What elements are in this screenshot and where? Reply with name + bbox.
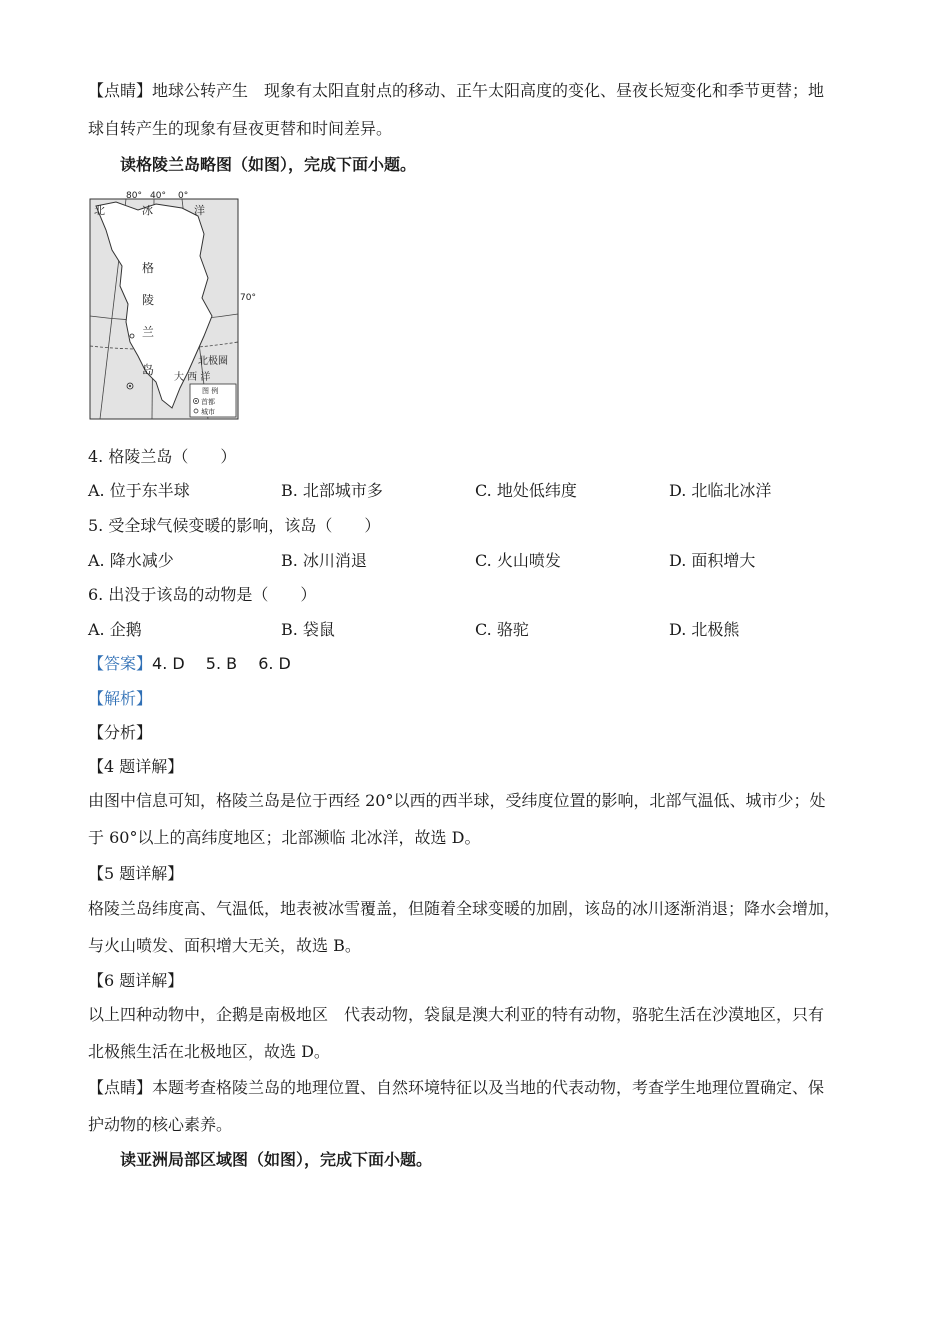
greenland-map: [86, 186, 256, 422]
fenxi-label: 【分析】: [88, 723, 153, 742]
q5-option-d: D. 面积增大: [669, 551, 756, 570]
detail6-line1: 以上四种动物中，企鹅是南极地区 代表动物，袋鼠是澳大利亚的特有动物，骆驼生活在沙漠地区，只有: [88, 1005, 825, 1024]
island-char1: 格: [142, 261, 155, 275]
detail6-line2: 北极熊生活在北极地区，故选 D。: [88, 1042, 330, 1061]
detail4-title: 【4 题详解】: [88, 757, 184, 776]
question-4-stem: 4. 格陵兰岛（ ）: [88, 447, 237, 466]
intro-asia: 读亚洲局部区域图（如图），完成下面小题。: [120, 1150, 433, 1169]
q6-option-d: D. 北极熊: [669, 620, 740, 639]
lon-label-40: 40°: [150, 191, 166, 201]
analysis-label: 【解析】: [88, 689, 153, 708]
arctic-circle-label: 北极圈: [198, 356, 228, 367]
ocean-north-char1: 北: [94, 204, 105, 217]
q5-option-c: C. 火山喷发: [475, 551, 561, 570]
lon-label-80: 80°: [126, 191, 142, 201]
q5-option-b: B. 冰川消退: [281, 551, 367, 570]
ocean-north-char3: 洋: [194, 204, 205, 217]
q5-option-a: A. 降水减少: [88, 551, 174, 570]
island-char3: 兰: [142, 325, 155, 339]
lat-label-70: 70°: [240, 293, 256, 303]
pre-note-line1: 【点睛】地球公转产生 现象有太阳直射点的移动、正午太阳高度的变化、昼夜长短变化和季节更替；地: [88, 81, 825, 100]
detail4-line1: 由图中信息可知，格陵兰岛是位于西经 20°以西的西半球，受纬度位置的影响，北部气温低、城市少；处: [88, 791, 826, 810]
answer-text: 4. D 5. B 6. D: [152, 654, 291, 673]
pre-note-line2: 球自转产生的现象有昼夜更替和时间差异。: [88, 119, 393, 138]
post-note-line2: 护动物的核心素养。: [88, 1115, 233, 1134]
legend-title: 图 例: [202, 387, 219, 395]
detail5-line2: 与火山喷发、面积增大无关，故选 B。: [88, 936, 361, 955]
detail5-title: 【5 题详解】: [88, 864, 184, 883]
intro-greenland: 读格陵兰岛略图（如图），完成下面小题。: [120, 155, 417, 174]
island-char2: 陵: [142, 293, 155, 307]
detail5-line1: 格陵兰岛纬度高、气温低，地表被冰雪覆盖，但随着全球变暖的加剧，该岛的冰川逐渐消退；降水会增加，: [88, 899, 841, 918]
atlantic-label: 大 西 洋: [174, 372, 211, 383]
answer-label: 【答案】: [88, 654, 153, 673]
capital-marker-dot: [129, 385, 131, 387]
q6-option-c: C. 骆驼: [475, 620, 529, 639]
answer-line: [88, 653, 291, 675]
detail6-title: 【6 题详解】: [88, 971, 184, 990]
lon-label-0: 0°: [178, 191, 189, 201]
detail4-line2: 于 60°以上的高纬度地区；北部濒临 北冰洋，故选 D。: [88, 828, 481, 847]
question-6-stem: 6. 出没于该岛的动物是（ ）: [88, 585, 317, 604]
q4-option-c: C. 地处低纬度: [475, 481, 577, 500]
q4-option-d: D. 北临北冰洋: [669, 481, 772, 500]
post-note-line1: 【点睛】本题考查格陵兰岛的地理位置、自然环境特征以及当地的代表动物，考查学生地理位置确定、保: [88, 1078, 825, 1097]
question-5-stem: 5. 受全球气候变暖的影响，该岛（ ）: [88, 516, 381, 535]
q6-option-b: B. 袋鼠: [281, 620, 335, 639]
legend-capital-label: 首都: [201, 398, 215, 406]
q4-option-a: A. 位于东半球: [88, 481, 190, 500]
legend-city-label: 城市: [201, 408, 215, 416]
q4-option-b: B. 北部城市多: [281, 481, 383, 500]
island-char4: 岛: [142, 363, 155, 377]
q6-option-a: A. 企鹅: [88, 620, 142, 639]
ocean-north-char2: 冰: [142, 204, 153, 217]
